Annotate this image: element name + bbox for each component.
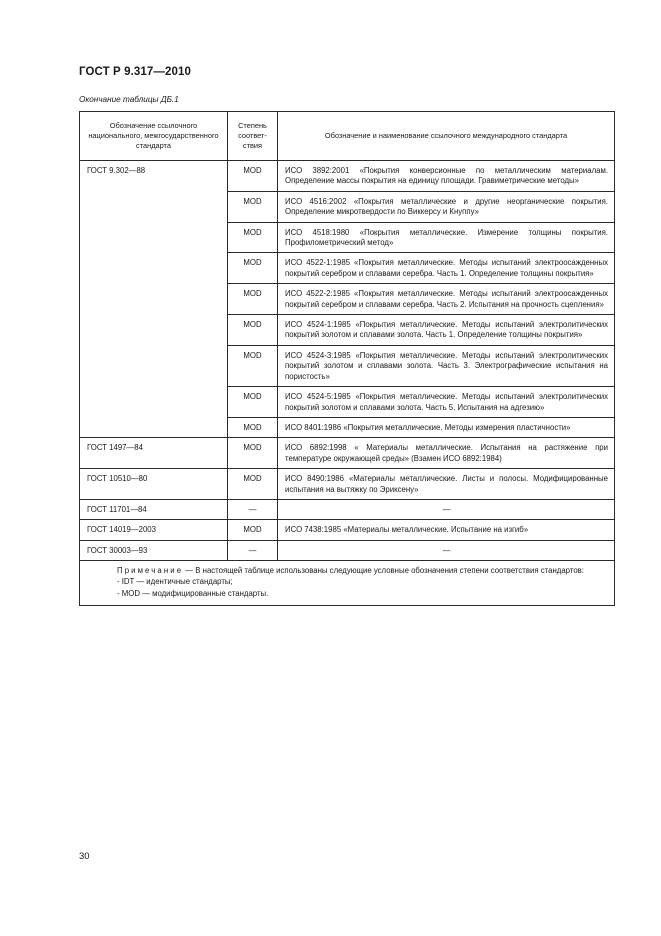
- degree-cell: MOD: [228, 191, 278, 222]
- international-standard-cell: ИСО 8401:1986 «Покрытия металлические. Методы измерения пластичности»: [278, 417, 615, 437]
- table-body: [80, 161, 615, 561]
- note-paragraph: [88, 565, 606, 576]
- international-standard-cell: ИСО 4518:1980 «Покрытия металлические. Измерение толщины покрытия. Профилометрический метод»: [278, 222, 615, 253]
- table-caption: Окончание таблицы ДБ.1: [79, 95, 179, 104]
- national-standard-cell: ГОСТ 14019—2003: [80, 520, 228, 540]
- degree-cell: MOD: [228, 387, 278, 418]
- international-standard-cell: ИСО 4522-1:1985 «Покрытия металлические. Методы испытаний электроосажденных покрытий серебром и сплавами серебра. Часть 1. Определение толщины покрытия»: [278, 253, 615, 284]
- document-id: ГОСТ Р 9.317—2010: [79, 66, 191, 78]
- international-standard-cell: —: [278, 499, 615, 519]
- degree-cell: MOD: [228, 161, 278, 192]
- international-standard-cell: ИСО 4524-3:1985 «Покрытия металлические. Методы испытаний электролитических покрытий золотом и сплавами золота. Часть 3. Электрографические испытания на пористость»: [278, 345, 615, 386]
- degree-cell: —: [228, 540, 278, 560]
- international-standard-cell: ИСО 8490:1986 «Материалы металлические. Листы и полосы. Модифицированные испытания на вытяжку по Эриксену»: [278, 469, 615, 500]
- table-header-row: [80, 112, 615, 161]
- note-title: Примечание: [117, 566, 184, 576]
- national-standard-cell: ГОСТ 10510—80: [80, 469, 228, 500]
- degree-cell: MOD: [228, 438, 278, 469]
- international-standard-cell: ИСО 6892:1998 « Материалы металлические. Испытания на растяжение при температуре окружающей среды» (Взамен ИСО 6892:1984): [278, 438, 615, 469]
- reference-standards-table: [79, 111, 615, 606]
- table-row: [80, 520, 615, 540]
- page-number: 30: [79, 851, 90, 862]
- degree-cell: MOD: [228, 520, 278, 540]
- international-standard-cell: ИСО 3892:2001 «Покрытия конверсионные по металлическим материалам. Определение массы покрытия на единицу площади. Гравиметрические методы»: [278, 161, 615, 192]
- international-standard-cell: —: [278, 540, 615, 560]
- table-row: [80, 161, 615, 192]
- note-item-mod: - MOD — модифицированные стандарты.: [117, 588, 269, 598]
- note-text: — В настоящей таблице использованы следующие условные обозначения степени соответствия стандартов:: [183, 566, 584, 576]
- degree-cell: MOD: [228, 345, 278, 386]
- note-row: [80, 561, 615, 606]
- international-standard-cell: ИСО 4524-5:1985 «Покрытия металлические. Методы испытаний электролитических покрытий золотом и сплавами золота. Часть 5. Испытания на адгезию»: [278, 387, 615, 418]
- national-standard-cell: ГОСТ 1497—84: [80, 438, 228, 469]
- degree-cell: MOD: [228, 253, 278, 284]
- column-header-national: Обозначение ссылочного национального, межгосударственного стандарта: [80, 112, 228, 161]
- table-row: [80, 540, 615, 560]
- international-standard-cell: ИСО 4516:2002 «Покрытия металлические и другие неорганические покрытия. Определение микротвердости по Виккерсу и Кнуппу»: [278, 191, 615, 222]
- international-standard-cell: ИСО 4522-2:1985 «Покрытия металлические. Методы испытаний электроосажденных покрытий серебром и сплавами серебра. Часть 2. Испытания на прочность сцепления»: [278, 284, 615, 315]
- table-note: [80, 561, 615, 606]
- column-header-international: Обозначение и наименование ссылочного международного стандарта: [278, 112, 615, 161]
- national-standard-cell: ГОСТ 11701—84: [80, 499, 228, 519]
- degree-cell: —: [228, 499, 278, 519]
- note-item-idt: - IDT — идентичные стандарты;: [117, 577, 233, 587]
- table-row: [80, 469, 615, 500]
- international-standard-cell: ИСО 7438:1985 «Материалы металлические. Испытание на изгиб»: [278, 520, 615, 540]
- degree-cell: MOD: [228, 417, 278, 437]
- column-header-degree: Степень соответствия: [228, 112, 278, 161]
- national-standard-cell: ГОСТ 30003—93: [80, 540, 228, 560]
- degree-cell: MOD: [228, 469, 278, 500]
- table-row: [80, 438, 615, 469]
- national-standard-cell: ГОСТ 9.302—88: [80, 161, 228, 438]
- degree-cell: MOD: [228, 284, 278, 315]
- degree-cell: MOD: [228, 315, 278, 346]
- degree-cell: MOD: [228, 222, 278, 253]
- table-row: [80, 499, 615, 519]
- international-standard-cell: ИСО 4524-1:1985 «Покрытия металлические. Методы испытаний электролитических покрытий золотом и сплавами золота. Часть 1. Определение толщины покрытия»: [278, 315, 615, 346]
